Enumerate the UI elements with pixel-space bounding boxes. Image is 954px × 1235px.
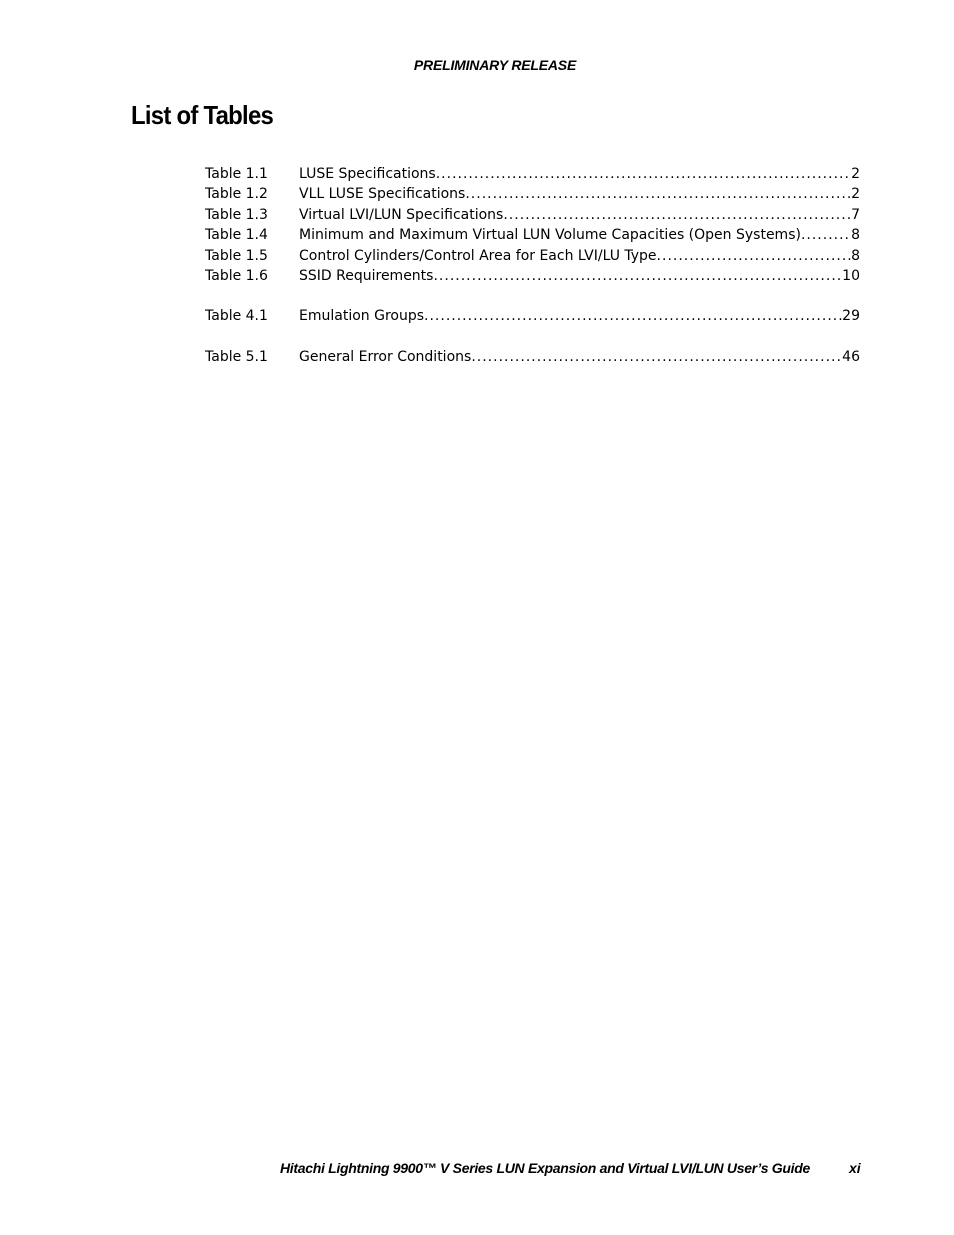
toc-dot-leader xyxy=(436,164,851,184)
toc-entry-number: Table 1.2 xyxy=(205,186,268,203)
toc-entry-page: 8 xyxy=(851,227,860,244)
page-title: List of Tables xyxy=(131,100,274,130)
toc-entry-title: Minimum and Maximum Virtual LUN Volume Capacities (Open Systems) xyxy=(299,227,801,244)
toc-entry-page: 2 xyxy=(851,186,860,203)
toc-entry-number: Table 5.1 xyxy=(205,348,268,365)
toc-entry[interactable] xyxy=(205,246,860,266)
toc-dot-leader xyxy=(657,246,852,266)
toc-entry-page: 46 xyxy=(842,348,860,365)
toc-entry-page: 2 xyxy=(851,166,860,182)
toc-group-chapter-5 xyxy=(205,347,860,367)
toc-entry-page: 10 xyxy=(842,267,860,284)
toc-dot-leader xyxy=(424,306,842,326)
toc-entry[interactable] xyxy=(205,164,860,184)
toc-group-chapter-1 xyxy=(205,164,860,286)
toc-entry-title: Emulation Groups xyxy=(299,308,425,325)
toc-dot-leader xyxy=(801,225,851,245)
toc-entry[interactable] xyxy=(205,306,860,326)
toc-group-chapter-4 xyxy=(205,306,860,326)
toc-entry[interactable] xyxy=(205,266,860,286)
toc-entry-number: Table 4.1 xyxy=(205,308,268,325)
toc-entry-title: Virtual LVI/LUN Specifications xyxy=(299,206,504,223)
toc-entry-title: SSID Requirements xyxy=(299,267,434,284)
toc-dot-leader xyxy=(465,184,851,204)
toc-entry[interactable] xyxy=(205,347,860,367)
toc-entry-title: LUSE Specifications xyxy=(299,166,436,182)
toc-entry-number: Table 1.4 xyxy=(205,227,268,244)
toc-entry-number: Table 1.5 xyxy=(205,247,268,264)
toc-entry-number: Table 1.1 xyxy=(205,166,268,182)
toc-entry-page: 7 xyxy=(851,206,860,223)
toc-entry[interactable] xyxy=(205,225,860,245)
toc-entry[interactable] xyxy=(205,184,860,204)
toc-dot-leader xyxy=(471,347,842,367)
table-of-tables xyxy=(205,164,860,387)
running-footer-title: Hitachi Lightning 9900™ V Series LUN Expansion and Virtual LVI/LUN User’s Guide xyxy=(280,1160,810,1176)
running-header: PRELIMINARY RELEASE xyxy=(413,57,577,73)
toc-entry[interactable] xyxy=(205,205,860,225)
toc-dot-leader xyxy=(433,266,842,286)
toc-entry-number: Table 1.3 xyxy=(205,206,268,223)
toc-dot-leader xyxy=(503,205,851,225)
toc-entry-page: 8 xyxy=(851,247,860,264)
toc-entry-number: Table 1.6 xyxy=(205,267,268,284)
page-number: xi xyxy=(849,1160,861,1176)
toc-entry-title: VLL LUSE Specifications xyxy=(299,186,466,203)
toc-entry-page: 29 xyxy=(842,308,860,325)
toc-entry-title: Control Cylinders/Control Area for Each LVI/LU Type xyxy=(299,247,657,264)
toc-entry-title: General Error Conditions xyxy=(299,348,472,365)
